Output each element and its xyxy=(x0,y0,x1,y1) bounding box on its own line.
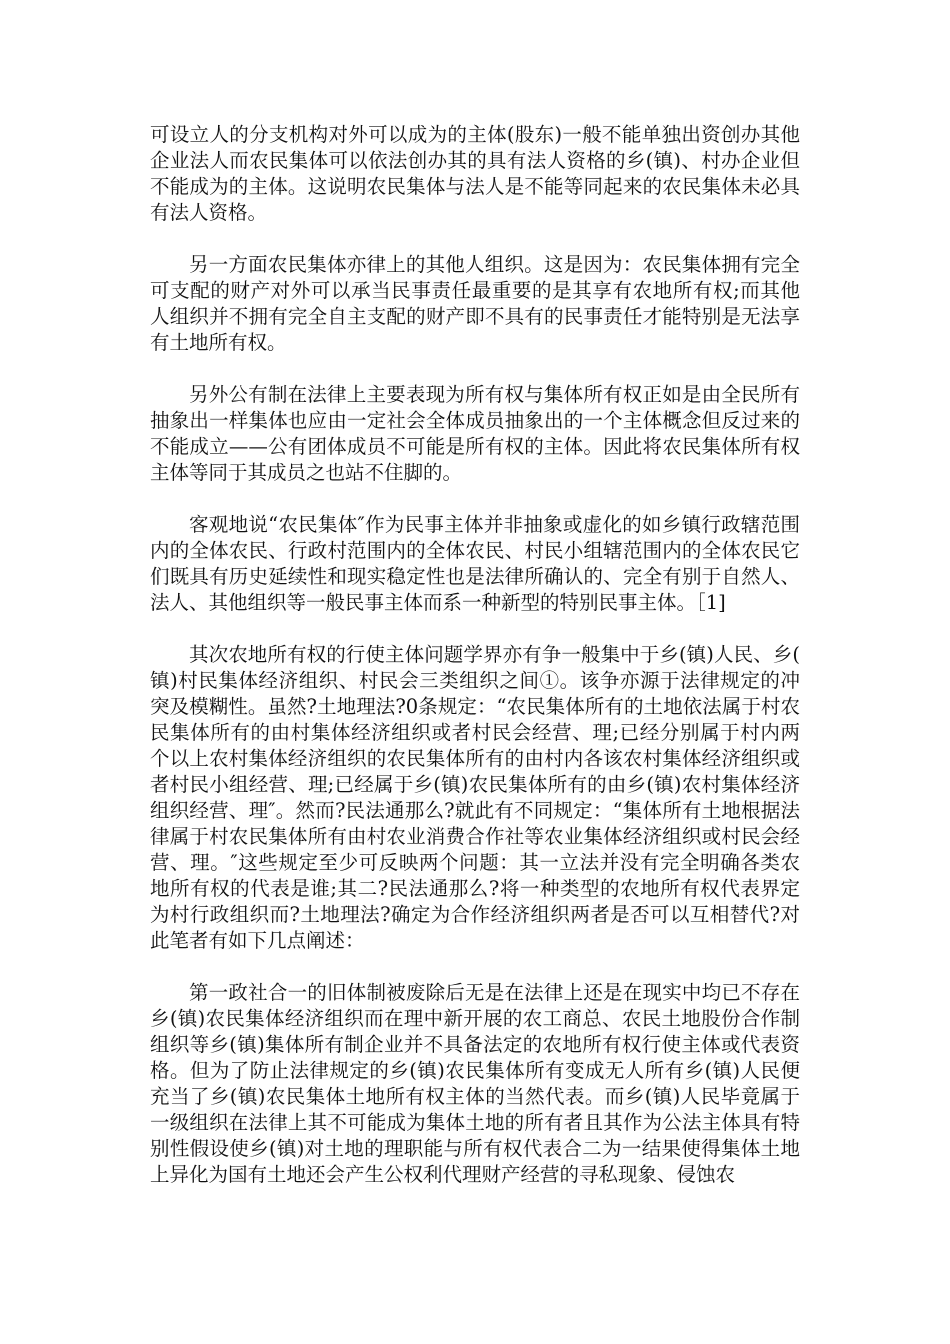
document-page xyxy=(150,122,800,1214)
paragraph-6: 第一政社合一的旧体制被废除后无是在法律上还是在现实中均已不存在乡(镇)农民集体经济组织而在理中新开展的农工商总、农民土地股份合作制组织等乡(镇)集体所有制企业并不具备法定的农地所有权行使主体或代表资格。但为了防止法律规定的乡(镇)农民集体所有变成无人所有乡(镇)人民便充当了乡(镇)农民集体土地所有权主体的当然代表。而乡(镇)人民毕竟属于一级组织在法律上其不可能成为集体土地的所有者且其作为公法主体具有特别性假设使乡(镇)对土地的理职能与所有权代表合二为一结果使得集体土地上异化为国有土地还会产生公权利代理财产经营的寻私现象、侵蚀农 xyxy=(150,981,800,1186)
paragraph-3: 另外公有制在法律上主要表现为所有权与集体所有权正如是由全民所有抽象出一样集体也应由一定社会全体成员抽象出的一个主体概念但反过来的不能成立——公有团体成员不可能是所有权的主体。因此将农民集体所有权主体等同于其成员之也站不住脚的。 xyxy=(150,383,800,484)
paragraph-5: 其次农地所有权的行使主体问题学界亦有争一般集中于乡(镇)人民、乡(镇)村民集体经济组织、村民会三类组织之间①。该争亦源于法律规定的冲突及模糊性。虽然?土地理法?0条规定：“农民集体所有的土地依法属于村农民集体所有的由村集体经济组织或者村民会经营、理;已经分别属于村内两个以上农村集体经济组织的农民集体所有的由村内各该农村集体经济组织或者村民小组经营、理;已经属于乡(镇)农民集体所有的由乡(镇)农村集体经济组织经营、理″。然而?民法通那么?就此有不同规定：“集体所有土地根据法律属于村农民集体所有由村农业消费合作社等农业集体经济组织或村民会经营、理。″这些规定至少可反映两个问题：其一立法并没有完全明确各类农地所有权的代表是谁;其二?民法通那么?将一种类型的农地所有权代表界定为村行政组织而?土地理法?确定为合作经济组织两者是否可以互相替代?对此笔者有如下几点阐述： xyxy=(150,643,800,952)
paragraph-1: 可设立人的分支机构对外可以成为的主体(股东)一般不能单独出资创办其他企业法人而农民集体可以依法创办其的具有法人资格的乡(镇)、村办企业但不能成为的主体。这说明农民集体与法人是不能等同起来的农民集体未必具有法人资格。 xyxy=(150,123,800,224)
paragraph-4: 客观地说“农民集体″作为民事主体并非抽象或虚化的如乡镇行政辖范围内的全体农民、行政村范围内的全体农民、村民小组辖范围内的全体农民它们既具有历史延续性和现实稳定性也是法律所确认的、完全有别于自然人、法人、其他组织等一般民事主体而系一种新型的特别民事主体。［1] xyxy=(150,513,800,614)
paragraph-2: 另一方面农民集体亦律上的其他人组织。这是因为：农民集体拥有完全可支配的财产对外可以承当民事责任最重要的是其享有农地所有权;而其他人组织并不拥有完全自主支配的财产即不具有的民事责任才能特别是无法享有土地所有权。 xyxy=(150,253,800,354)
